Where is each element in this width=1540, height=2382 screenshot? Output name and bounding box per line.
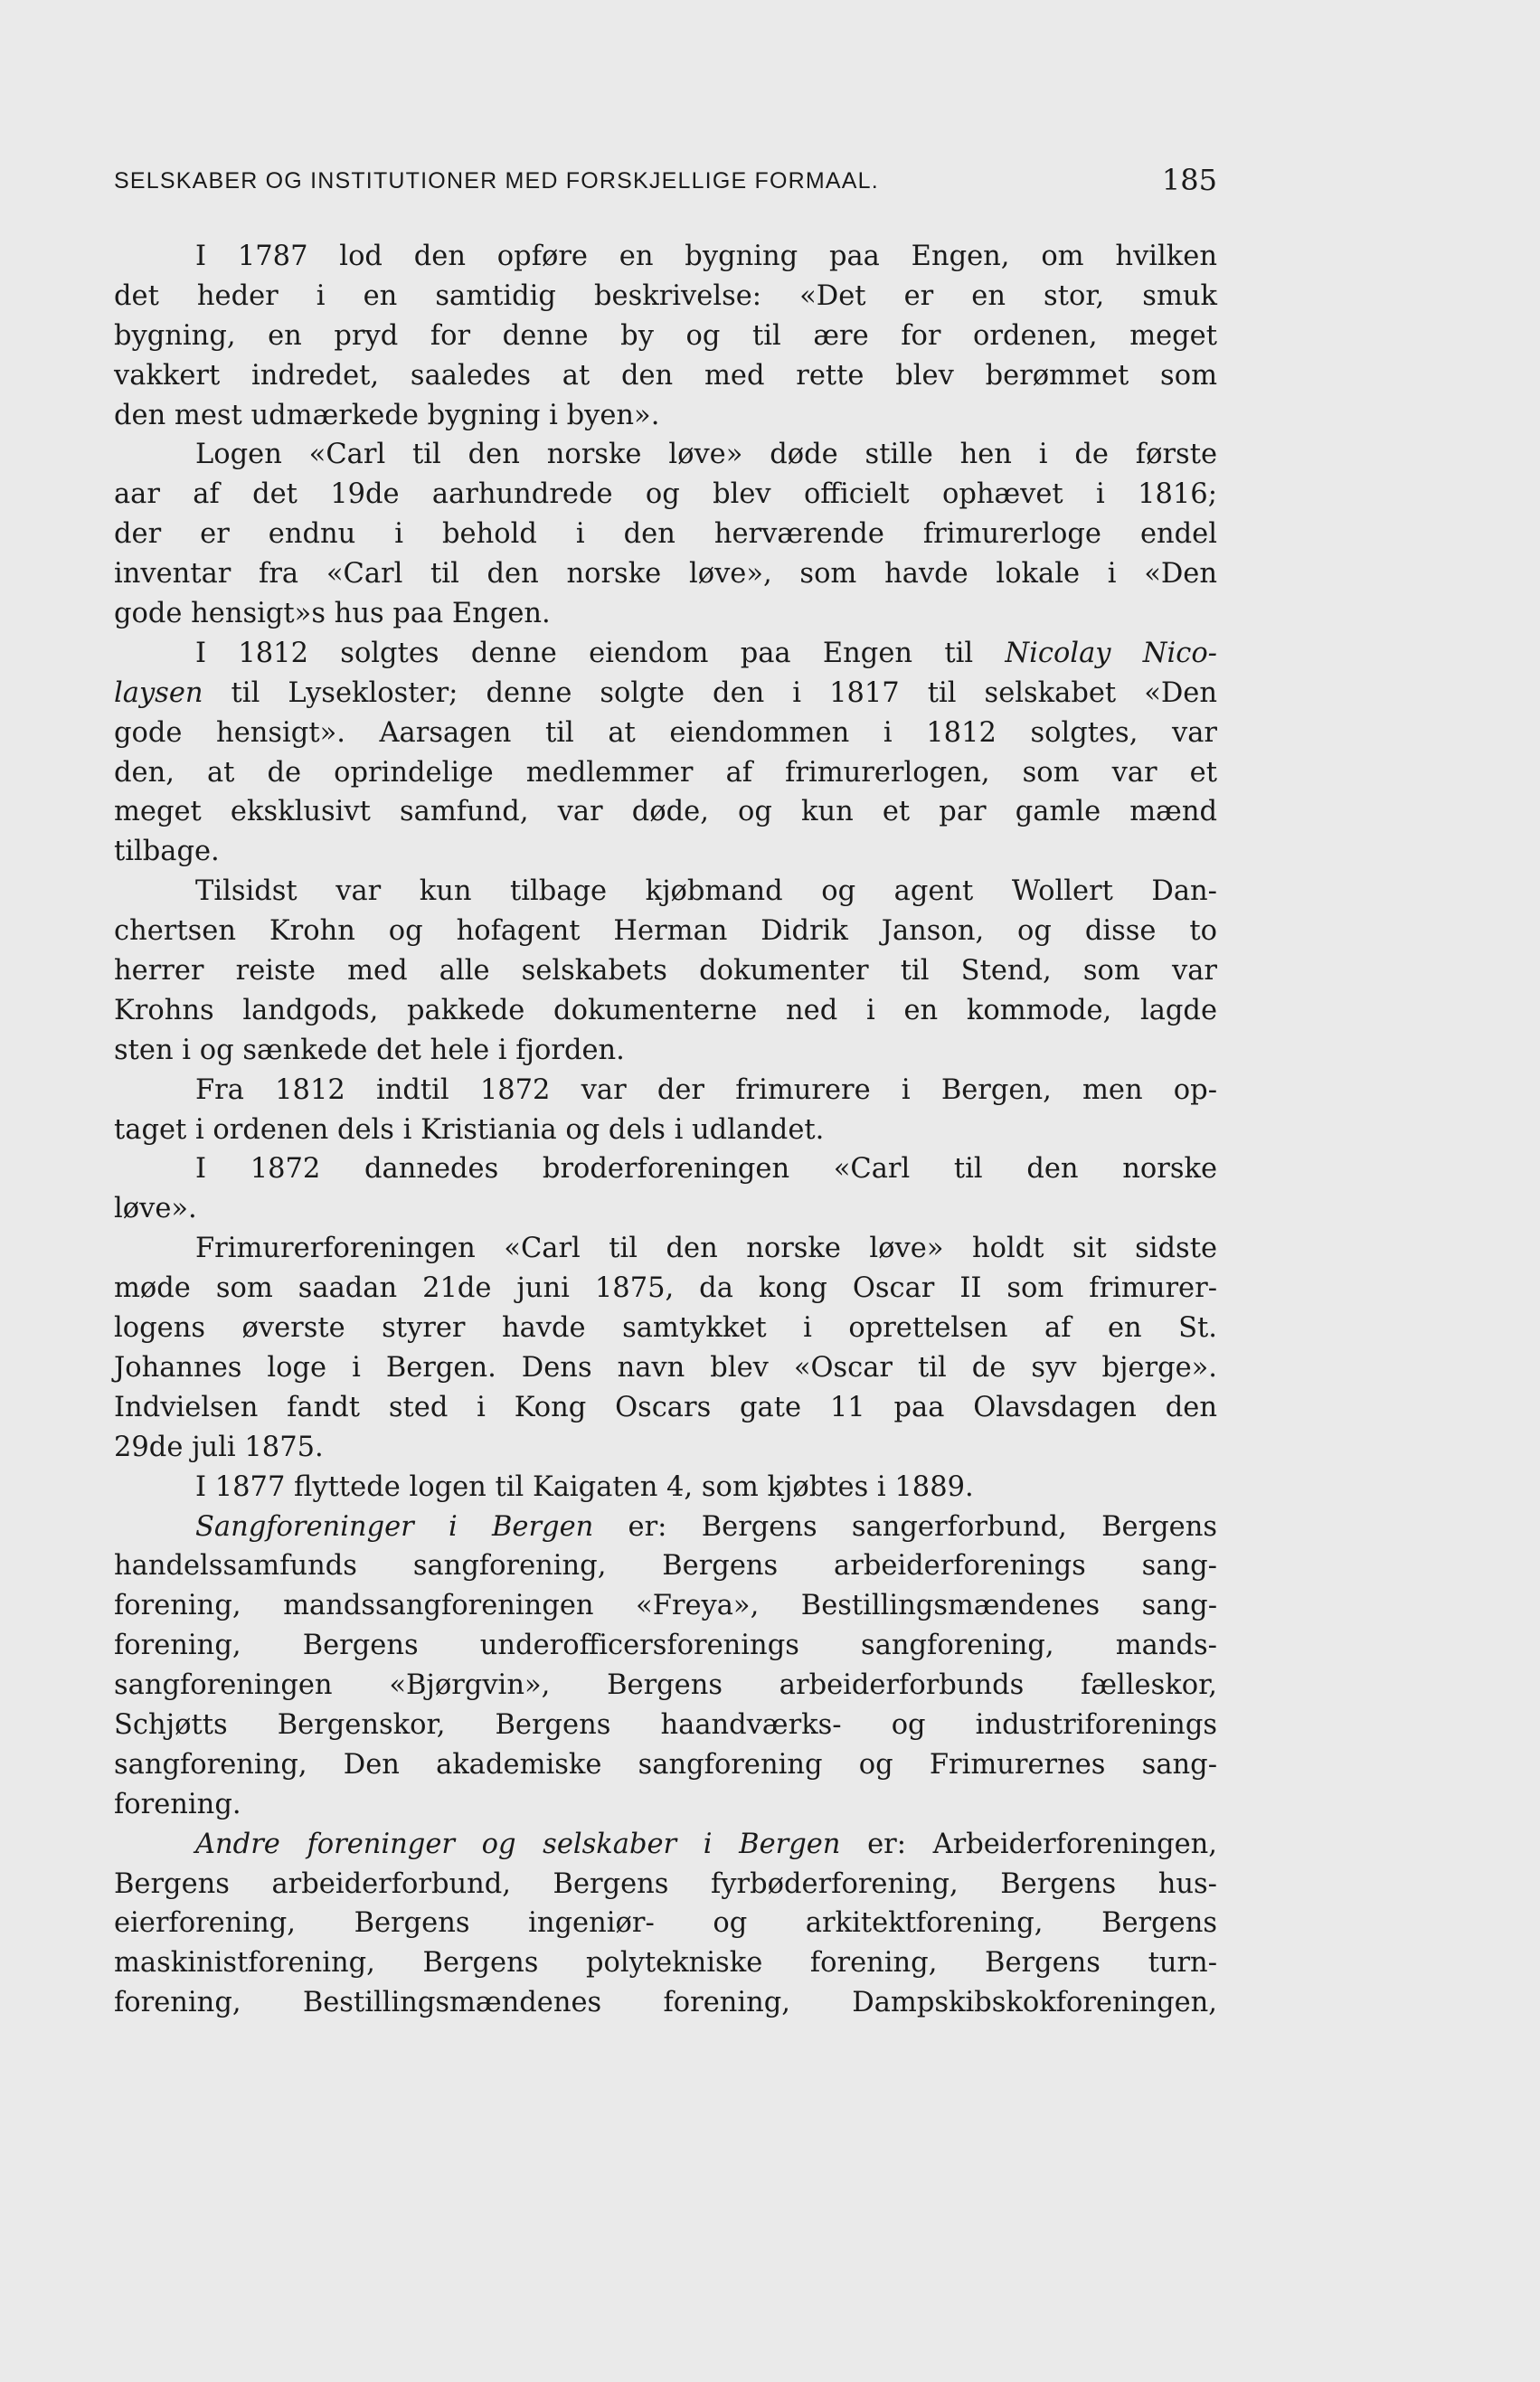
page-number: 185 [1161,163,1217,197]
running-header [114,163,1217,199]
text-line: inventar fra «Carl til den norske løve», som havde lokale i «Den [114,558,1217,591]
text-line: sangforening, Den akademiske sangforening og Frimurernes sang- [114,1748,1217,1781]
running-header-title: SELSKABER OG INSTITUTIONER MED FORSKJELLIGE FORMAAL. [114,168,879,194]
text-line: Logen «Carl til den norske løve» døde stille hen i de første [195,439,1217,471]
text-line: møde som saadan 21de juni 1875, da kong Oscar II som frimurer- [114,1272,1217,1305]
text-line [114,1825,1217,1865]
text-line: Johannes loge i Bergen. Dens navn blev «Oscar til de syv bjerge». [114,1351,1217,1384]
text-run: er: Arbeiderforeningen, [840,1828,1217,1860]
text-line [114,634,1217,674]
text-line: sten i og sænkede det hele i fjorden. [114,1034,625,1066]
text-line: løve». [114,1193,197,1225]
text-line: 29de juli 1875. [114,1431,324,1463]
italic-heading: Sangforeninger i Bergen [195,1510,594,1543]
text-line: tilbage. [114,836,220,868]
body-text [114,237,1217,2023]
text-line: logens øverste styrer havde samtykket i oprettelsen af en St. [114,1312,1217,1345]
text-run: er: Bergens sangerforbund, Bergens [593,1510,1217,1543]
text-line: maskinistforening, Bergens polytekniske forening, Bergens turn- [114,1947,1217,1980]
text-line: I 1877 flyttede logen til Kaigaten 4, som kjøbtes i 1889. [195,1470,974,1503]
text-line: Bergens arbeiderforbund, Bergens fyrbøderforening, Bergens hus- [114,1867,1217,1900]
text-line: Krohns landgods, pakkede dokumenterne ned i en kommode, lagde [114,994,1217,1026]
italic-heading: Andre foreninger og selskaber i Bergen [195,1828,841,1860]
italic-name: laysen [114,676,203,709]
text-run: I 1812 solgtes denne eiendom paa Engen til [195,637,974,669]
text-line [114,1508,1217,1547]
text-line: forening, Bergens underofficersforenings sangforening, mands- [114,1630,1217,1662]
text-line: Tilsidst var kun tilbage kjøbmand og agent Wollert Dan- [195,875,1217,908]
text-line: handelssamfunds sangforening, Bergens arbeiderforenings sang- [114,1550,1217,1583]
text-run: til Lysekloster; denne solgte den i 1817 til selskabet «Den [203,676,1217,709]
text-line: herrer reiste med alle selskabets dokumenter til Stend, som var [114,955,1217,988]
text-line: Schjøtts Bergenskor, Bergens haandværks- og industriforenings [114,1708,1217,1741]
text-line: meget eksklusivt samfund, var døde, og kun et par gamle mænd [114,796,1217,828]
text-line: Indvielsen fandt sted i Kong Oscars gate 11 paa Olavsdagen den [114,1391,1217,1423]
text-line: forening, Bestillingsmændenes forening, Dampskibskokforeningen, [114,1987,1217,2019]
text-line: vakkert indredet, saaledes at den med rette blev berømmet som [114,359,1217,392]
text-line: Frimurerforeningen «Carl til den norske løve» holdt sit sidste [195,1233,1217,1265]
text-line: gode hensigt». Aarsagen til at eiendommen i 1812 solgtes, var [114,716,1217,749]
text-line: aar af det 19de aarhundrede og blev officielt ophævet i 1816; [114,478,1217,511]
text-line: der er endnu i behold i den herværende frimurerloge endel [114,518,1217,551]
text-line: Fra 1812 indtil 1872 var der frimurere i Bergen, men op- [195,1073,1217,1106]
text-line: taget i ordenen dels i Kristiania og dels i udlandet. [114,1113,825,1146]
text-line: I 1872 dannedes broderforeningen «Carl til den norske [195,1153,1217,1186]
text-line: den mest udmærkede bygning i byen». [114,399,660,431]
text-line: eierforening, Bergens ingeniør- og arkitektforening, Bergens [114,1907,1217,1940]
text-line: forening, mandssangforeningen «Freya», Bestillingsmændenes sang- [114,1590,1217,1622]
text-line: den, at de oprindelige medlemmer af frimurerlogen, som var et [114,756,1217,789]
italic-name: Nicolay Nico- [1005,637,1217,669]
text-line [114,674,1217,714]
text-line: bygning, en pryd for denne by og til ære for ordenen, meget [114,319,1217,352]
text-line: chertsen Krohn og hofagent Herman Didrik Janson, og disse to [114,915,1217,948]
text-line: det heder i en samtidig beskrivelse: «Det er en stor, smuk [114,279,1217,312]
text-line: forening. [114,1788,241,1820]
text-line: I 1787 lod den opføre en bygning paa Engen, om hvilken [195,241,1217,272]
text-line: sangforeningen «Bjørgvin», Bergens arbeiderforbunds fælleskor, [114,1669,1217,1702]
text-line: gode hensigt»s hus paa Engen. [114,598,551,630]
